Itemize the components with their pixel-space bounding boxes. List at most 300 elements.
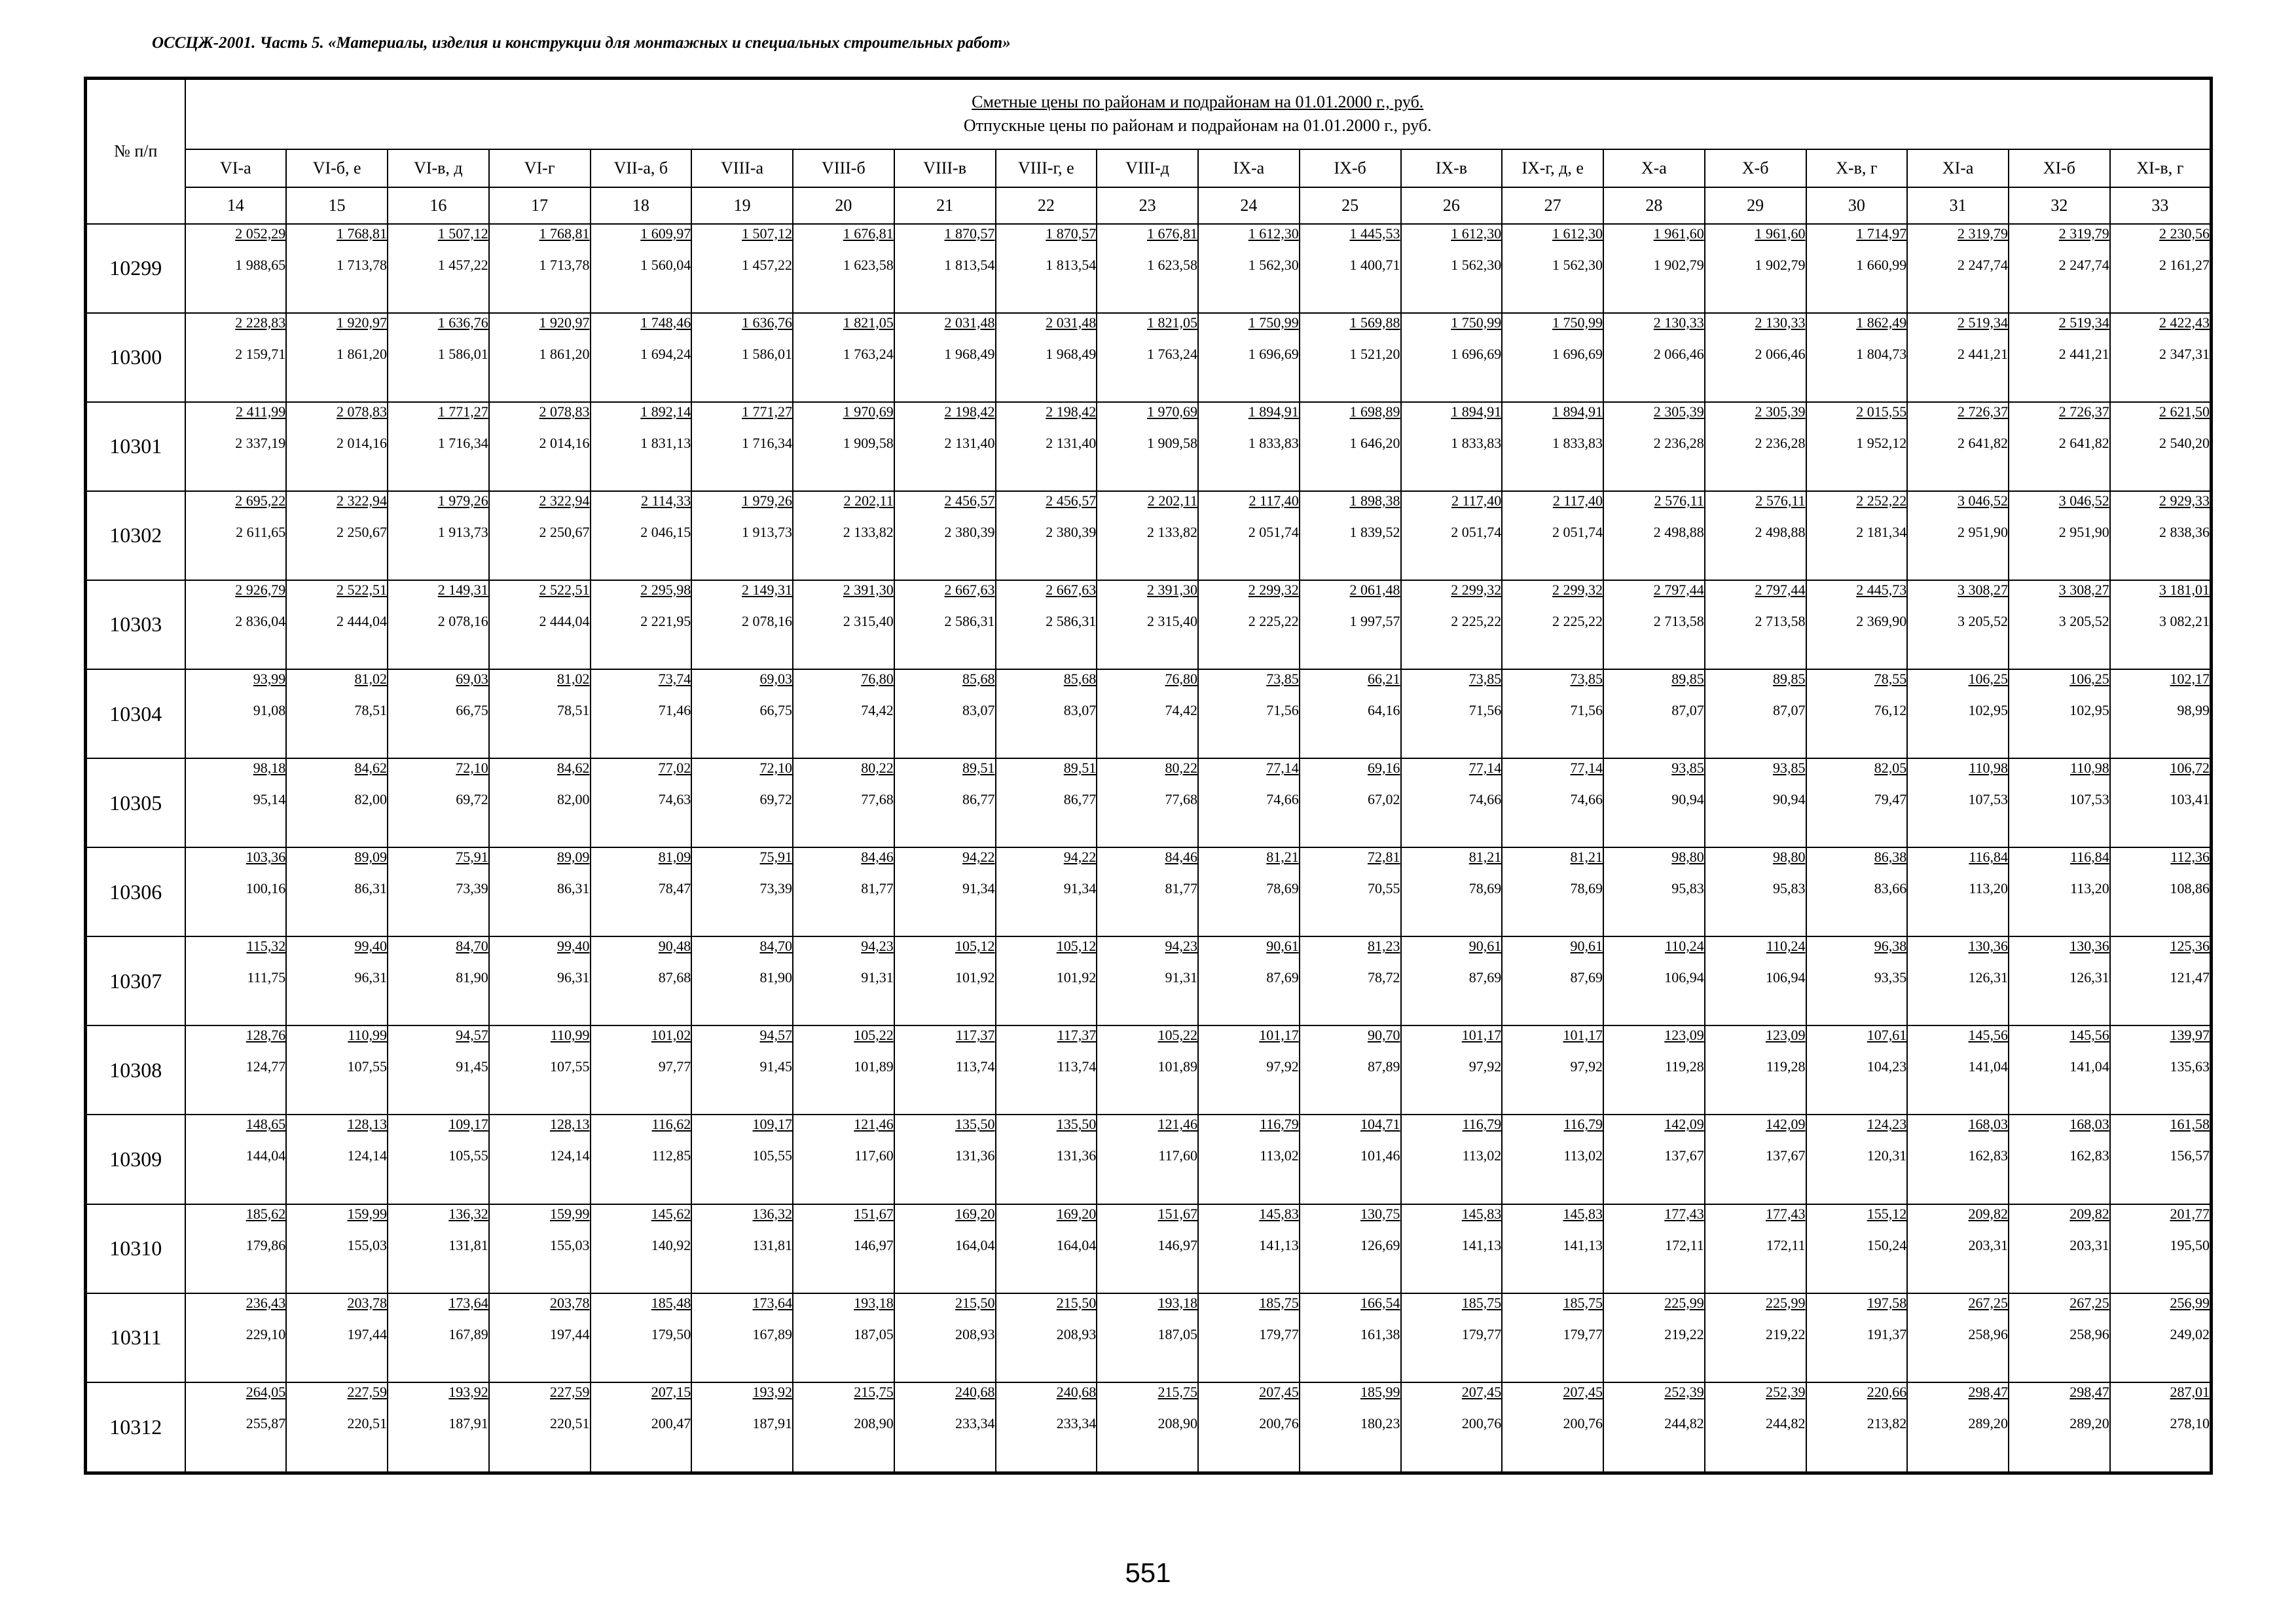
release-price: 179,77 [1259,1325,1299,1342]
item-number: 10306 [86,847,185,936]
estimated-price: 169,20 [955,1205,995,1222]
estimated-price: 89,51 [962,760,995,777]
release-price: 2 159,71 [235,345,286,362]
release-price: 119,28 [1665,1058,1704,1075]
release-price: 2 250,67 [539,523,590,540]
estimated-price: 89,85 [1773,670,1806,687]
release-price: 74,66 [1570,791,1603,808]
estimated-price: 2 078,83 [337,403,387,420]
price-cell [793,1115,894,1204]
price-cell [1097,758,1198,847]
release-price: 278,10 [2170,1414,2210,1431]
estimated-price: 89,85 [1671,670,1704,687]
price-cell [1401,1204,1503,1293]
estimated-price: 75,91 [759,849,792,866]
price-cell [996,491,1097,580]
estimated-price: 136,32 [752,1205,792,1222]
release-price: 97,92 [1468,1058,1502,1075]
release-price: 2 713,58 [1653,612,1704,629]
estimated-price: 2 726,37 [2058,403,2109,420]
estimated-price: 1 569,88 [1349,314,1400,331]
price-cell [996,669,1097,758]
item-number: 10307 [86,936,185,1025]
release-price: 1 831,13 [640,434,691,451]
release-price: 78,51 [557,701,590,718]
price-cell [1502,1293,1603,1382]
price-cell [1603,224,1705,313]
estimated-price: 2 926,79 [235,581,286,598]
release-price: 105,55 [752,1147,792,1164]
release-price: 2 369,90 [1856,612,1907,629]
release-price: 146,97 [1157,1236,1197,1253]
price-cell [185,491,287,580]
release-price: 101,89 [1157,1058,1197,1075]
estimated-price: 81,21 [1468,849,1502,866]
column-number: 23 [1097,187,1198,224]
estimated-price: 252,39 [1766,1383,1806,1400]
price-cell [1300,1293,1401,1382]
release-price: 179,77 [1461,1325,1502,1342]
release-price: 2 347,31 [2159,345,2210,362]
table-row [86,313,2212,402]
release-price: 162,83 [1968,1147,2008,1164]
release-price: 121,47 [2170,969,2210,986]
estimated-price: 81,21 [1266,849,1299,866]
release-price: 76,12 [1874,701,1907,718]
estimated-price: 86,38 [1874,849,1907,866]
price-cell [1907,669,2009,758]
estimated-price: 236,43 [246,1294,286,1311]
district-column-header: IX-а [1198,149,1300,187]
price-cell [894,758,996,847]
estimated-price: 2 456,57 [1046,492,1097,509]
estimated-price: 89,09 [557,849,590,866]
price-cell [1705,936,1806,1025]
estimated-price: 101,17 [1259,1027,1299,1044]
release-price: 2 836,04 [235,612,286,629]
estimated-price: 155,12 [1867,1205,1907,1222]
price-cell [1806,1204,1908,1293]
caption-release-prices: Отпускные цены по районам и подрайонам на 01.01.2000 г., руб. [963,116,1432,136]
estimated-price: 256,99 [2170,1294,2210,1311]
release-price: 2 951,90 [2058,523,2109,540]
price-cell [1401,491,1503,580]
price-cell [286,1025,388,1115]
estimated-price: 1 507,12 [742,225,792,242]
estimated-price: 2 202,11 [843,492,894,509]
price-cell [894,224,996,313]
price-cell [1806,1382,1908,1473]
price-cell [489,313,591,402]
estimated-price: 3 046,52 [1958,492,2008,509]
release-price: 74,42 [1165,701,1197,718]
price-cell [1097,224,1198,313]
estimated-price: 78,55 [1874,670,1907,687]
release-price: 1 400,71 [1349,256,1400,273]
estimated-price: 298,47 [1968,1383,2008,1400]
release-price: 3 205,52 [2058,612,2109,629]
column-number: 22 [996,187,1097,224]
price-cell [2009,313,2110,402]
release-price: 2 641,82 [2058,434,2109,451]
estimated-price: 109,17 [752,1116,792,1133]
price-cell [185,580,287,669]
price-cell [1603,1382,1705,1473]
price-cell [1705,1115,1806,1204]
estimated-price: 203,78 [550,1294,590,1311]
item-number: 10302 [86,491,185,580]
price-cell [1603,402,1705,491]
estimated-price: 2 319,79 [1958,225,2008,242]
release-price: 2 713,58 [1755,612,1806,629]
release-price: 2 951,90 [1958,523,2008,540]
estimated-price: 1 894,91 [1248,403,1299,420]
estimated-price: 117,37 [955,1027,995,1044]
estimated-price: 185,62 [246,1205,286,1222]
price-cell [691,1115,793,1204]
price-cell [691,936,793,1025]
estimated-price: 2 299,32 [1248,581,1299,598]
price-cell [591,313,692,402]
price-cell [591,758,692,847]
price-cell [489,491,591,580]
price-cell [996,224,1097,313]
price-cell [185,1382,287,1473]
release-price: 83,66 [1874,880,1907,897]
column-number: 26 [1401,187,1503,224]
estimated-price: 90,61 [1570,938,1603,955]
release-price: 111,75 [247,969,286,986]
release-price: 203,31 [1968,1236,2008,1253]
estimated-price: 1 750,99 [1451,314,1502,331]
estimated-price: 159,99 [347,1205,387,1222]
estimated-price: 145,83 [1461,1205,1502,1222]
estimated-price: 1 612,30 [1248,225,1299,242]
release-price: 167,89 [752,1325,792,1342]
estimated-price: 215,75 [1157,1383,1197,1400]
release-price: 81,77 [1165,880,1197,897]
estimated-price: 81,23 [1368,938,1400,955]
estimated-price: 1 979,26 [437,492,488,509]
release-price: 1 913,73 [742,523,792,540]
estimated-price: 1 771,27 [437,403,488,420]
estimated-price: 2 667,63 [944,581,995,598]
release-price: 200,76 [1563,1414,1603,1431]
price-cell [1097,1204,1198,1293]
release-price: 179,77 [1563,1325,1603,1342]
price-cell [1705,491,1806,580]
estimated-price: 72,81 [1368,849,1400,866]
release-price: 200,76 [1259,1414,1299,1431]
release-price: 103,41 [2170,791,2210,808]
price-cell [1806,669,1908,758]
price-cell [1603,1204,1705,1293]
estimated-price: 105,12 [955,938,995,955]
price-cell [793,758,894,847]
release-price: 74,42 [861,701,894,718]
estimated-price: 116,62 [651,1116,691,1133]
estimated-price: 173,64 [752,1294,792,1311]
price-cell [1705,402,1806,491]
price-cell [2110,847,2212,936]
release-price: 113,02 [1563,1147,1603,1164]
release-price: 167,89 [448,1325,488,1342]
release-price: 91,31 [861,969,894,986]
price-cell [1198,1382,1300,1473]
estimated-price: 1 750,99 [1552,314,1603,331]
price-cell [591,402,692,491]
price-cell [2009,758,2110,847]
estimated-price: 2 061,48 [1349,581,1400,598]
release-price: 249,02 [2170,1325,2210,1342]
column-number: 29 [1705,187,1806,224]
district-column-header: X-б [1705,149,1806,187]
estimated-price: 101,17 [1563,1027,1603,1044]
release-price: 126,31 [1968,969,2008,986]
release-price: 102,95 [2069,701,2109,718]
price-cell [793,936,894,1025]
estimated-price: 1 979,26 [742,492,792,509]
estimated-price: 130,36 [2069,938,2109,955]
estimated-price: 1 862,49 [1856,314,1907,331]
release-price: 197,44 [550,1325,590,1342]
release-price: 101,89 [854,1058,894,1075]
price-cell [286,313,388,402]
price-cell [793,1382,894,1473]
release-price: 117,60 [854,1147,894,1164]
release-price: 95,83 [1773,880,1806,897]
price-cell [691,580,793,669]
price-cell [1401,313,1503,402]
estimated-price: 116,84 [1969,849,2008,866]
price-cell [1198,936,1300,1025]
price-cell [793,1293,894,1382]
release-price: 113,74 [955,1058,995,1075]
release-price: 86,31 [354,880,387,897]
release-price: 91,31 [1165,969,1197,986]
release-price: 74,63 [658,791,691,808]
estimated-price: 1 676,81 [1147,225,1197,242]
estimated-price: 110,99 [348,1027,387,1044]
price-cell [2110,1204,2212,1293]
release-price: 71,56 [1266,701,1299,718]
estimated-price: 2 576,11 [1654,492,1704,509]
estimated-price: 215,75 [854,1383,894,1400]
price-cell [185,402,287,491]
price-cell [1806,224,1908,313]
price-cell [2009,669,2110,758]
price-cell [489,758,591,847]
release-price: 124,14 [550,1147,590,1164]
estimated-price: 125,36 [2170,938,2210,955]
price-cell [1705,758,1806,847]
estimated-price: 2 576,11 [1755,492,1806,509]
price-cell [1097,402,1198,491]
price-cell [185,1115,287,1204]
estimated-price: 1 920,97 [337,314,387,331]
estimated-price: 130,75 [1360,1205,1400,1222]
price-cell [1300,847,1401,936]
estimated-price: 98,18 [253,760,286,777]
release-price: 1 902,79 [1653,256,1704,273]
price-cell [388,580,489,669]
price-cell [2009,491,2110,580]
price-cell [1907,224,2009,313]
price-cell [1198,580,1300,669]
estimated-price: 227,59 [550,1383,590,1400]
estimated-price: 185,75 [1563,1294,1603,1311]
release-price: 2 540,20 [2159,434,2210,451]
release-price: 164,04 [1056,1236,1097,1253]
release-price: 108,86 [2170,880,2210,897]
release-price: 141,13 [1259,1236,1299,1253]
estimated-price: 2 391,30 [843,581,894,598]
district-column-header: XI-в, г [2110,149,2212,187]
price-cell [2110,1293,2212,1382]
estimated-price: 148,65 [246,1116,286,1133]
release-price: 74,66 [1468,791,1502,808]
price-cell [1401,1382,1503,1473]
price-cell [793,402,894,491]
release-price: 208,90 [854,1414,894,1431]
release-price: 2 225,22 [1248,612,1299,629]
release-price: 79,47 [1874,791,1907,808]
release-price: 87,07 [1773,701,1806,718]
estimated-price: 128,76 [246,1027,286,1044]
release-price: 87,69 [1266,969,1299,986]
estimated-price: 94,23 [861,938,894,955]
price-cell [1198,224,1300,313]
price-cell [388,1382,489,1473]
release-price: 2 315,40 [843,612,894,629]
price-cell [1705,1204,1806,1293]
estimated-price: 77,14 [1266,760,1299,777]
price-cell [286,224,388,313]
price-cell [388,402,489,491]
release-price: 2 444,04 [337,612,387,629]
estimated-price: 105,12 [1056,938,1097,955]
estimated-price: 225,99 [1664,1294,1704,1311]
price-cell [388,1025,489,1115]
estimated-price: 2 117,40 [1248,492,1299,509]
estimated-price: 3 308,27 [2058,581,2109,598]
release-price: 244,82 [1664,1414,1704,1431]
estimated-price: 69,03 [456,670,488,687]
item-number: 10310 [86,1204,185,1293]
price-cell [185,313,287,402]
price-cell [1705,1382,1806,1473]
estimated-price: 2 305,39 [1755,403,1806,420]
price-cell [894,669,996,758]
release-price: 91,34 [962,880,995,897]
price-cell [388,847,489,936]
release-price: 203,31 [2069,1236,2109,1253]
price-cell [1502,224,1603,313]
estimated-price: 142,09 [1766,1116,1806,1133]
release-price: 1 713,78 [337,256,387,273]
price-cell [286,1204,388,1293]
price-cell [489,1293,591,1382]
price-cell [2009,224,2110,313]
release-price: 1 560,04 [640,256,691,273]
column-number: 20 [793,187,894,224]
release-price: 144,04 [246,1147,286,1164]
estimated-price: 76,80 [861,670,894,687]
table-row [86,1293,2212,1382]
price-cell [1806,847,1908,936]
price-cell [185,669,287,758]
release-price: 2 066,46 [1653,345,1704,362]
estimated-price: 93,99 [253,670,286,687]
price-cell [1502,1382,1603,1473]
release-price: 107,53 [2069,791,2109,808]
release-price: 200,47 [651,1414,691,1431]
price-cell [1198,313,1300,402]
price-cell [894,491,996,580]
release-price: 87,89 [1368,1058,1400,1075]
release-price: 78,69 [1570,880,1603,897]
release-price: 172,11 [1665,1236,1704,1253]
price-cell [996,936,1097,1025]
column-number: 27 [1502,187,1603,224]
price-cell [1603,758,1705,847]
column-number: 28 [1603,187,1705,224]
district-column-header: VII-а, б [591,149,692,187]
item-number: 10305 [86,758,185,847]
estimated-price: 2 522,51 [337,581,387,598]
estimated-price: 209,82 [2069,1205,2109,1222]
release-price: 2 236,28 [1755,434,1806,451]
release-price: 96,31 [354,969,387,986]
estimated-price: 2 228,83 [235,314,286,331]
estimated-price: 1 821,05 [1147,314,1197,331]
estimated-price: 201,77 [2170,1205,2210,1222]
price-cell [388,1115,489,1204]
estimated-price: 1 870,57 [944,225,995,242]
table-row [86,402,2212,491]
price-cell [1705,313,1806,402]
release-price: 91,08 [253,701,286,718]
estimated-price: 110,24 [1665,938,1704,955]
estimated-price: 94,23 [1165,938,1197,955]
estimated-price: 76,80 [1165,670,1197,687]
release-price: 69,72 [456,791,488,808]
price-cell [691,1382,793,1473]
release-price: 1 713,78 [539,256,590,273]
price-cell [2009,936,2110,1025]
release-price: 124,77 [246,1058,286,1075]
estimated-price: 101,02 [651,1027,691,1044]
price-cell [1806,313,1908,402]
release-price: 2 014,16 [337,434,387,451]
release-price: 1 902,79 [1755,256,1806,273]
price-cell [1300,758,1401,847]
estimated-price: 2 202,11 [1147,492,1197,509]
estimated-price: 1 970,69 [843,403,894,420]
price-cell [185,847,287,936]
release-price: 78,72 [1368,969,1400,986]
release-price: 126,69 [1360,1236,1400,1253]
price-cell [1502,402,1603,491]
estimated-price: 2 114,33 [641,492,691,509]
price-cell [691,1204,793,1293]
release-price: 117,60 [1158,1147,1197,1164]
release-price: 191,37 [1867,1325,1907,1342]
estimated-price: 69,16 [1368,760,1400,777]
price-cell [894,1293,996,1382]
price-cell [2009,1204,2110,1293]
release-price: 1 696,69 [1451,345,1502,362]
